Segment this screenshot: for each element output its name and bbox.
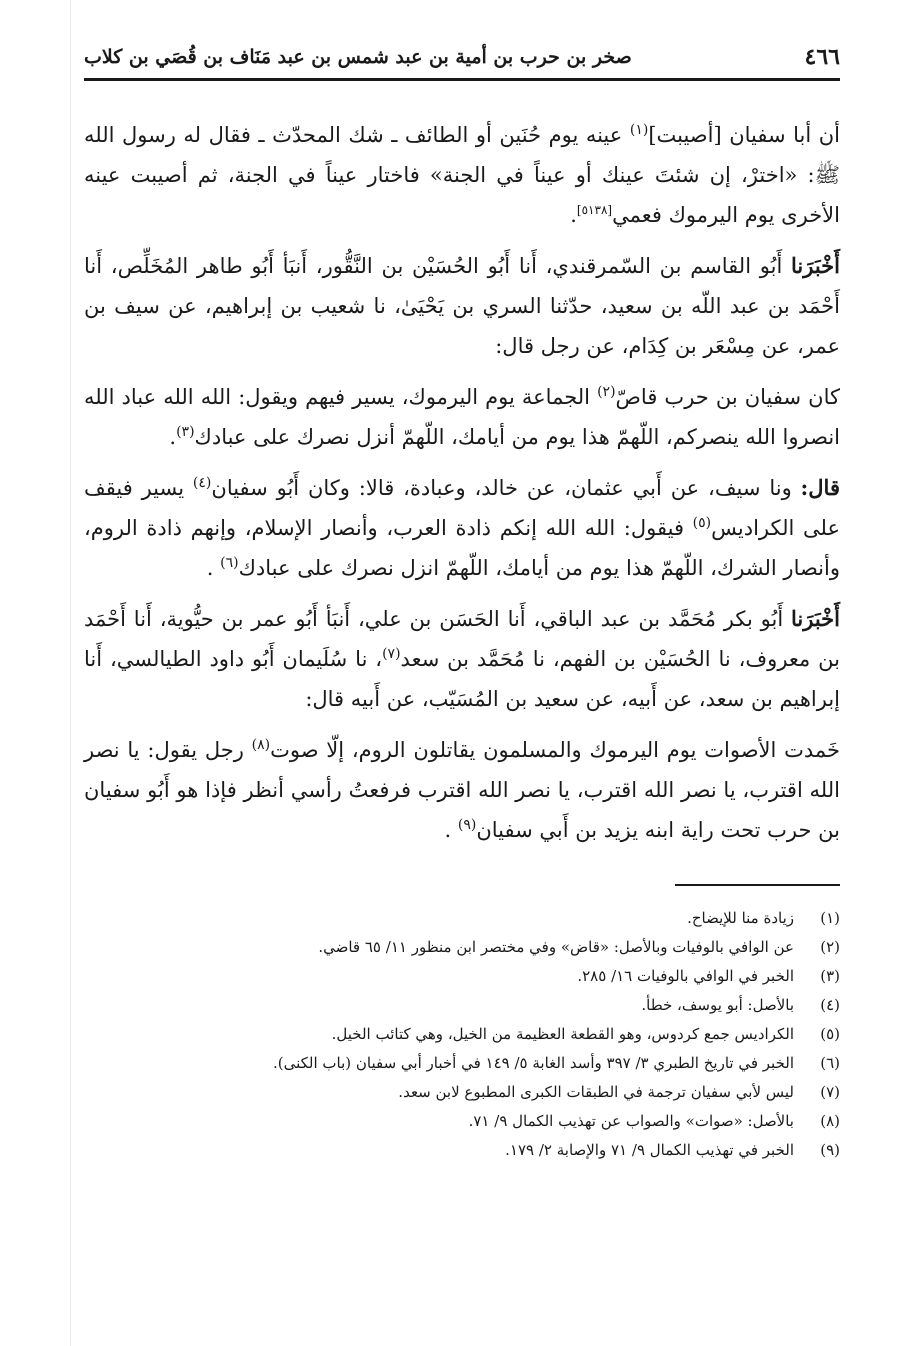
footnote-number: (٧) — [820, 1083, 840, 1101]
isnad-lead: أَخْبَرَنا — [791, 606, 840, 631]
footnote-number: (٩) — [820, 1141, 840, 1159]
page-header — [84, 38, 840, 81]
footnote-item — [84, 1020, 840, 1049]
paragraph-3: كان سفيان بن حرب قاصّ$^{(٢)}$ الجماعة يوم اليرموك، يسير فيهم ويقول: الله الله عباد الله انصروا الله ينصركم، اللّهمّ هذا يوم من أيامك، اللّهمّ أنزل نصرك على عبادك$^{(٣)}$. — [84, 384, 840, 449]
scan-edge-line — [70, 0, 71, 1346]
paragraph-5: أَخْبَرَنا أَبُو بكر مُحَمَّد بن عبد الباقي، أَنا الحَسَن بن علي، أَنبَأ أَبُو عمر بن حيُّوية، أَنا أَحْمَد بن معروف، نا الحُسَيْن بن الفهم، نا مُحَمَّد بن سعد$^{(٧)}$، نا سُلَيمان أَبُو داود الطيالسي، أَنا إبراهيم بن سعد، عن أَبيه، عن سعيد بن المُسَيّب، عن أَبيه قال: — [84, 606, 841, 711]
footnote-item — [84, 1049, 840, 1078]
footnote-ref: (١) — [629, 122, 649, 138]
footnote-item — [84, 904, 840, 933]
footnote-text: زيادة منا للإيضاح. — [687, 909, 794, 927]
footnote-item — [84, 991, 840, 1020]
hadith-number: [٥١٣٨] — [576, 203, 613, 217]
footnote-number: (٤) — [820, 996, 840, 1014]
paragraph-6: خَمدت الأصوات يوم اليرموك والمسلمون يقاتلون الروم، إلّا صوت$^{(٨)}$ رجل يقول: يا نصر الله اقترب، يا نصر الله اقترب، يا نصر الله اقترب فرفعتُ رأسي أنظر فإذا هو أَبُو سفيان بن حرب تحت راية ابنه يزيد بن أَبي سفيان$^{(٩)}$ . — [84, 737, 841, 842]
paragraph-2: أَخْبَرَنا أَبُو القاسم بن السّمرقندي، أَنا أَبُو الحُسَيْن بن النَّقُّور، أَنبَأ أَبُو طاهر المُخَلِّص، أَنا أَحْمَد بن عبد اللّه بن سعيد، حدّثنا السري بن يَحْيَىٰ، نا شعيب بن إبراهيم، عن سيف بن عمر، عن مِسْعَر بن كِدَام، عن رجل قال: — [84, 253, 840, 358]
footnote-number: (٦) — [820, 1054, 840, 1072]
footnote-item — [84, 1107, 840, 1136]
footnote-number: (٨) — [820, 1112, 840, 1130]
footnote-text: بالأصل: أبو يوسف، خطأ. — [641, 996, 794, 1014]
running-title: صخر بن حرب بن أمية بن عبد شمس بن عبد مَنَاف بن قُصَي بن كلاب — [84, 46, 632, 68]
paragraph-4: قال: ونا سيف، عن أَبي عثمان، عن خالد، وعبادة، قالا: وكان أَبُو سفيان$^{(٤)}$ يسير فيقف على الكراديس$^{(٥)}$ فيقول: الله الله إنكم ذادة العرب، وأنصار الإسلام، وإنهم ذادة الروم، وأنصار الشرك، اللّهمّ هذا يوم من أيامك، اللّهمّ انزل نصرك على عبادك$^{(٦)}$ . — [84, 475, 840, 580]
footnote-item — [84, 1136, 840, 1165]
footnote-number: (٥) — [820, 1025, 840, 1043]
footnote-item — [84, 1078, 840, 1107]
footnotes — [84, 904, 840, 1165]
footnote-ref: (٧) — [382, 646, 401, 662]
footnote-item — [84, 962, 840, 991]
book-page — [84, 38, 840, 1318]
footnote-item — [84, 933, 840, 962]
paragraph-1: أن أبا سفيان [أصيبت]$^{(١)}$ عينه يوم حُنَين أو الطائف ـ شك المحدّث ـ فقال له رسول الله ﷺ: «اخترْ، إن شئتَ عينك أو عيناً في الجنة» فاختار عيناً في الجنة، ثم أصيبت عينه الأخرى يوم اليرموك فعمي[٥١٣٨]. — [84, 122, 840, 227]
footnote-separator — [675, 884, 840, 886]
footnote-text: الخبر في تهذيب الكمال ٩/ ٧١ والإصابة ٢/ ١٧٩. — [505, 1141, 794, 1159]
footnote-ref: (٦) — [220, 555, 239, 571]
footnote-text: عن الوافي بالوفيات وبالأصل: «قاض» وفي مختصر ابن منظور ١١/ ٦٥ قاضي. — [318, 938, 794, 956]
footnote-ref: (٨) — [251, 737, 271, 753]
isnad-lead: قال: — [800, 475, 840, 500]
page-number: ٤٦٦ — [804, 44, 840, 70]
footnote-ref: (٣) — [176, 424, 195, 440]
footnote-text: بالأصل: «صوات» والصواب عن تهذيب الكمال ٩/ ٧١. — [468, 1112, 794, 1130]
isnad-lead: أَخْبَرَنا — [791, 253, 840, 278]
footnote-text: الخبر في تاريخ الطبري ٣/ ٣٩٧ وأسد الغابة ٥/ ١٤٩ في أخبار أبي سفيان (باب الكنى). — [272, 1054, 794, 1072]
footnote-ref: (٤) — [192, 475, 212, 491]
footnote-number: (٣) — [820, 967, 840, 985]
footnote-text: الكراديس جمع كردوس، وهو القطعة العظيمة من الخيل، وهي كتائب الخيل. — [331, 1025, 794, 1043]
main-text — [84, 115, 840, 850]
footnote-text: ليس لأبي سفيان ترجمة في الطبقات الكبرى المطبوع لابن سعد. — [398, 1083, 794, 1101]
footnote-number: (٢) — [820, 938, 840, 956]
footnote-ref: (٥) — [692, 515, 712, 531]
footnote-ref: (٢) — [597, 384, 616, 400]
footnote-text: الخبر في الوافي بالوفيات ١٦/ ٢٨٥. — [577, 967, 794, 985]
footnote-number: (١) — [820, 909, 840, 927]
footnote-ref: (٩) — [457, 817, 477, 833]
